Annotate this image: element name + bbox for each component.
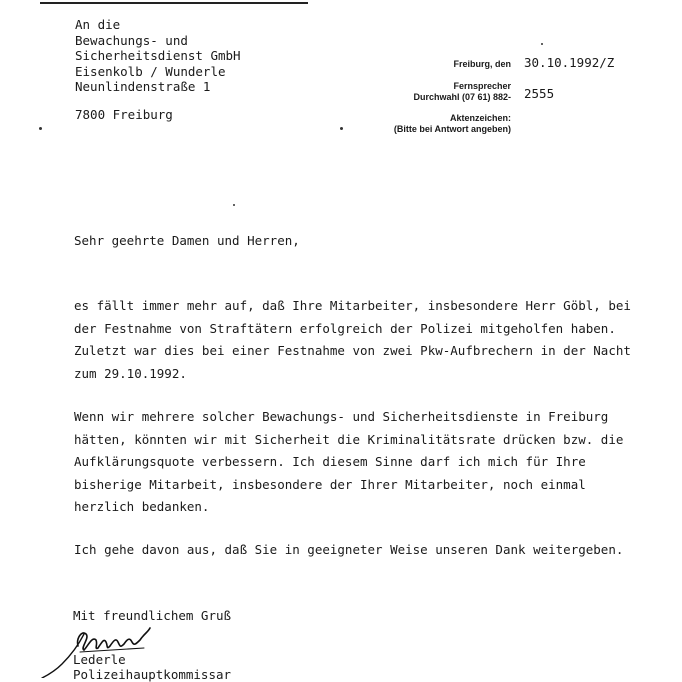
body-line: hätten, könnten wir mit Sicherheit die Kriminalitätsrate drücken bzw. die bbox=[74, 431, 624, 447]
paragraph bbox=[74, 539, 644, 562]
date-label: Freiburg, den bbox=[453, 59, 511, 69]
signer-name: Lederle bbox=[73, 652, 126, 667]
reference-label: Aktenzeichen: bbox=[449, 113, 511, 123]
body-line: Ich gehe davon aus, daß Sie in geeigneter Weise unseren Dank weitergeben. bbox=[74, 542, 624, 557]
phone-label: Fernsprecher bbox=[453, 81, 511, 91]
recipient-line: Bewachungs- und bbox=[75, 33, 188, 48]
scan-speck bbox=[340, 127, 343, 130]
scan-speck bbox=[39, 127, 42, 130]
body-line: Wenn wir mehrere solcher Bewachungs- und Sicherheitsdienste in Freiburg bbox=[74, 409, 609, 424]
signer-title: Polizeihauptkommissar bbox=[73, 667, 232, 682]
body-line: zum 29.10.1992. bbox=[74, 365, 187, 381]
scan-speck bbox=[233, 204, 235, 206]
body-line: es fällt immer mehr auf, daß Ihre Mitarbeiter, insbesondere Herr Göbl, bei bbox=[74, 298, 631, 313]
paragraph bbox=[74, 406, 644, 519]
recipient-line: Sicherheitsdienst GmbH bbox=[75, 48, 241, 63]
body-line: Aufklärungsquote verbessern. Ich diesem Sinne darf ich mich für Ihre bbox=[74, 454, 586, 469]
date-value: 30.10.1992/Z bbox=[524, 55, 615, 70]
salutation: Sehr geehrte Damen und Herren, bbox=[74, 233, 300, 248]
reference-note: (Bitte bei Antwort angeben) bbox=[393, 124, 511, 134]
cut-off-header-line bbox=[40, 0, 308, 4]
phone-value: 2555 bbox=[524, 86, 555, 101]
scan-speck bbox=[541, 43, 543, 45]
phone-extension-label: Durchwahl (07 61) 882- bbox=[413, 92, 511, 102]
recipient-line: Neunlindenstraße 1 bbox=[75, 79, 211, 94]
body-line: bisherige Mitarbeit, insbesondere der Ihrer Mitarbeiter, noch einmal bbox=[74, 476, 586, 492]
recipient-line: Eisenkolb / Wunderle bbox=[75, 64, 226, 79]
body-line: herzlich bedanken. bbox=[74, 499, 210, 514]
paragraph bbox=[74, 295, 644, 385]
recipient-city: 7800 Freiburg bbox=[75, 107, 173, 122]
body-line: Zuletzt war dies bei einer Festnahme von zwei Pkw-Aufbrechern in der Nacht bbox=[74, 343, 631, 358]
recipient-line: An die bbox=[75, 17, 121, 32]
closing: Mit freundlichem Gruß bbox=[73, 608, 232, 623]
body-line: der Festnahme von Straftätern erfolgreich der Polizei mitgeholfen haben. bbox=[74, 320, 616, 336]
